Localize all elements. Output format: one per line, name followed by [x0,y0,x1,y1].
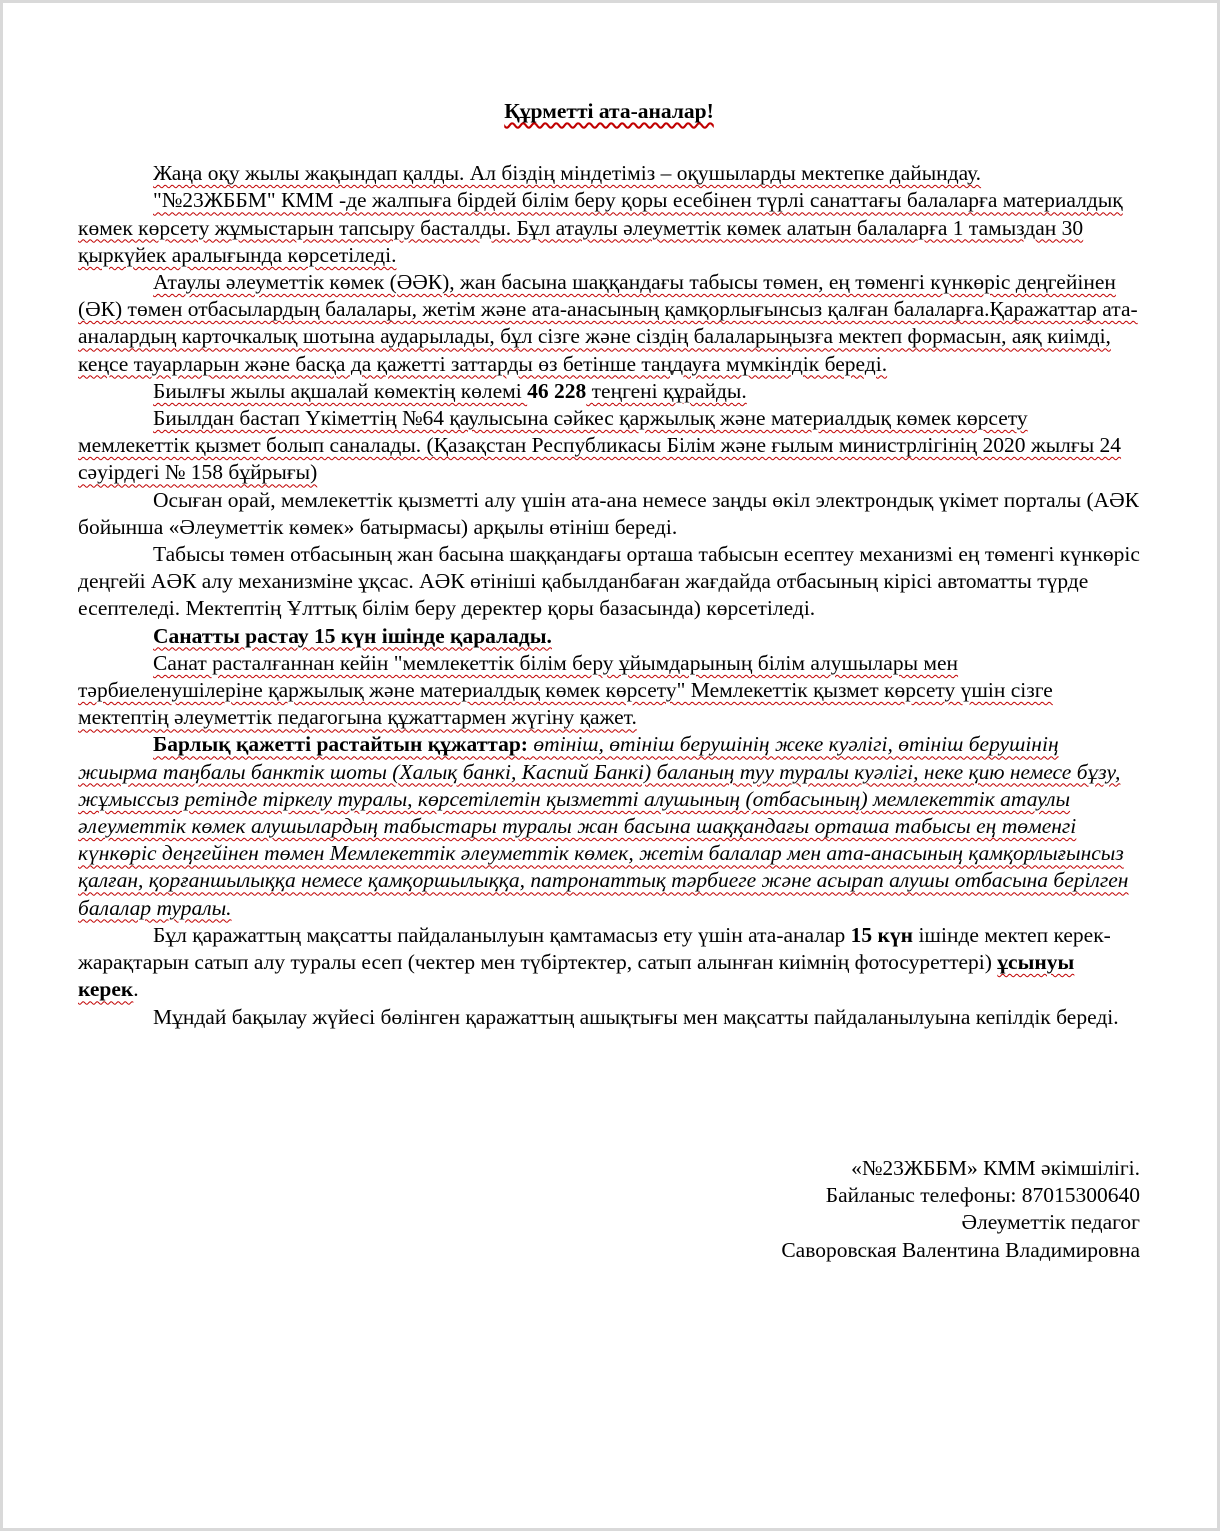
documents-label: Барлық қажетті растайтын құжаттар: [153,732,528,757]
paragraph-social-pedagogue: Санат расталғаннан кейін "мемлекеттік білім беру ұйымдарының білім алушылары мен тәрбиеленушілеріне қаржылық және материалдық көмек көрсету" Мемлекеттік қызмет көрсету үшін сізге мектептің әлеуметтік педагогына құжаттармен жүгіну қажет. [78,650,1053,730]
letter-title: Құрметті ата-аналар! [504,99,714,123]
paragraph-amount [78,378,1140,405]
report-text-a: Бұл қаражаттың мақсатты пайдаланылуын қамтамасыз ету үшін ата-аналар [153,922,851,947]
amount-text-b: теңгені құрайды. [586,378,747,403]
documents-list: өтініш, өтініш берушінің жеке куәлігі, өтініш берушінің жиырма таңбалы банктік шоты (Халық банкі, Каспий Банкі) баланың туу туралы куәлігі, неке қию немесе бұзу, жұмыссыз ретінде тіркелу туралы, көрсетілетін қызметті алушының (отбасының) мемлекеттік атаулы әлеуметтік көмек алушылардың табыстары туралы жан басына шаққандағы орташа табысы ең төменгі күнкөріс деңгейінен төмен Мемлекеттік әлеуметтік көмек, жетім балалар мен ата-анасының қамқорлығынсыз қалған, қорғаншылыққа немесе қамқоршылыққа, патронаттық тәрбиеге және асырап алушы отбасына берілген балалар туралы. [78,732,1129,920]
paragraph-assistance-start: "№23ЖББМ" КММ -де жалпыға бірдей білім беру қоры есебінен түрлі санаттағы балаларға материалдық көмек көрсету жұмыстарын тапсыру басталды. Бұл атаулы әлеуметтік көмек алатын балаларға 1 тамыздан 30 қыркүйек аралығында көрсетіледі. [78,188,1123,267]
report-text-b: ішінде мектеп керек-жарақтарын сатып алу туралы есеп (чектер мен түбіртектер, сатып алынған киімнің фотосуреттері) [78,922,1111,975]
paragraph-intro: Жаңа оқу жылы жақындап қалды. Ал біздің міндетіміз – оқушыларды мектепке дайындау. [153,161,982,186]
paragraph-required-documents [78,731,1140,921]
letter-body [78,98,1140,1031]
paragraph-application: Осыған орай, мемлекеттік қызметті алу үшін ата-ана немесе заңды өкіл электрондық үкімет порталы (АӘК бойынша «Әлеуметтік көмек» батырмасы) арқылы өтініш береді. [78,487,1140,539]
paragraph-targeted-aid: Атаулы әлеуметтік көмек (ӘӘК), жан басына шаққандағы табысы төмен, ең төменгі күнкөріс деңгейінен (ӘК) төмен отбасылардың балалары, жетім және ата-анасының қамқорлығынсыз қалған балаларға.Қаражаттар ата-аналардың карточкалық шотына аударылады, бұл сізге және сіздің балаларыңызға мектеп формасын, аяқ киімді, кеңсе тауарларын және басқа да қажетті заттарды өз бетінше таңдауға мүмкіндік береді. [78,270,1138,376]
signature-role: Әлеуметтік педагог [961,1210,1140,1235]
paragraph-report [78,922,1140,1004]
paragraph-income-calculation: Табысы төмен отбасының жан басына шаққандағы орташа табысын есептеу механизмі ең төменгі күнкөріс деңгейі АӘК алу механизміне ұқсас. АӘК өтініші қабылданбаған жағдайда отбасының кірісі автоматты түрде есептеледі. Мектептің Ұлттық білім беру деректер қоры базасында) көрсетіледі. [78,542,1140,621]
amount-text-a: Биылғы жылы ақшалай көмектің көлемі [153,378,528,403]
signature-organization: «№23ЖББМ» КММ әкімшілігі. [851,1156,1140,1180]
paragraph-control-system: Мұндай бақылау жүйесі бөлінген қаражаттың ашықтығы мен мақсатты пайдаланылуына кепілдік береді. [153,1004,1119,1029]
signature-name: Саворовская Валентина Владимировна [781,1237,1140,1262]
signature-phone: Байланыс телефоны: 87015300640 [825,1183,1140,1208]
report-must-submit: ұсынуы керек [78,950,1075,1002]
report-days: 15 күн [850,922,914,947]
report-text-d: . [133,977,139,1002]
paragraph-confirmation: Санатты растау 15 күн ішінде қаралады. [153,623,552,648]
paragraph-government-decree: Биылдан бастап Үкіметтің №64 қаулысына сәйкес қаржылық және материалдық көмек көрсету мемлекеттік қызмет болып саналады. (Қазақстан Республикасы Білім және ғылым министрлігінің 2020 жылғы 24 сәуірдегі № 158 бұйрығы) [78,406,1122,485]
amount-value: 46 228 [527,378,587,403]
signature-block [540,1155,1140,1264]
